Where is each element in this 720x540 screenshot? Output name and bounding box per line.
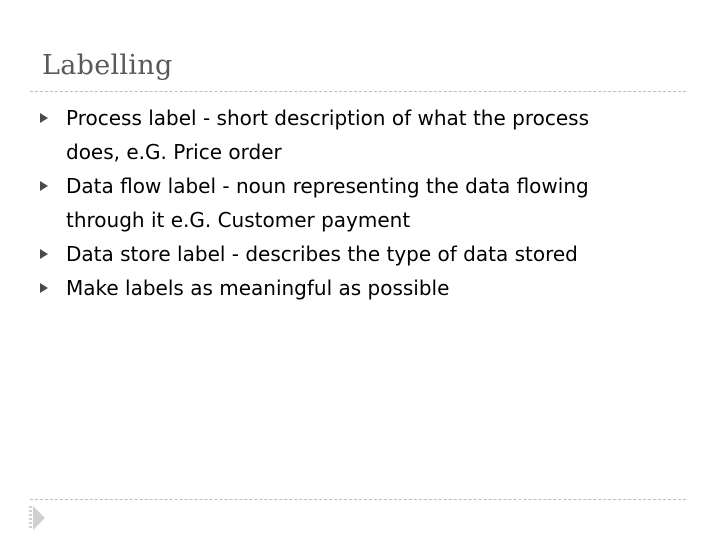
triangle-bullet-icon	[40, 283, 48, 293]
footer-divider	[30, 499, 686, 500]
bullet-text: Make labels as meaningful as possible	[66, 276, 450, 300]
triangle-bullet-icon	[40, 249, 48, 259]
bullet-item	[40, 101, 680, 169]
bullet-item	[40, 271, 680, 305]
triangle-bullet-icon	[40, 113, 48, 123]
bullet-text: Data store label - describes the type of data stored	[66, 242, 578, 266]
title-divider	[30, 91, 686, 92]
bullet-list	[40, 101, 680, 305]
bullet-text: Process label - short description of what the process does, e.G. Price order	[66, 106, 589, 164]
bullet-item	[40, 237, 680, 271]
bullet-item	[40, 169, 680, 237]
triangle-bullet-icon	[40, 181, 48, 191]
slide-nav-lines-icon	[29, 506, 32, 530]
slide-nav-arrow-icon[interactable]	[33, 506, 45, 530]
slide-title: Labelling	[42, 50, 173, 81]
bullet-text: Data flow label - noun representing the data flowing through it e.G. Customer payment	[66, 174, 589, 232]
